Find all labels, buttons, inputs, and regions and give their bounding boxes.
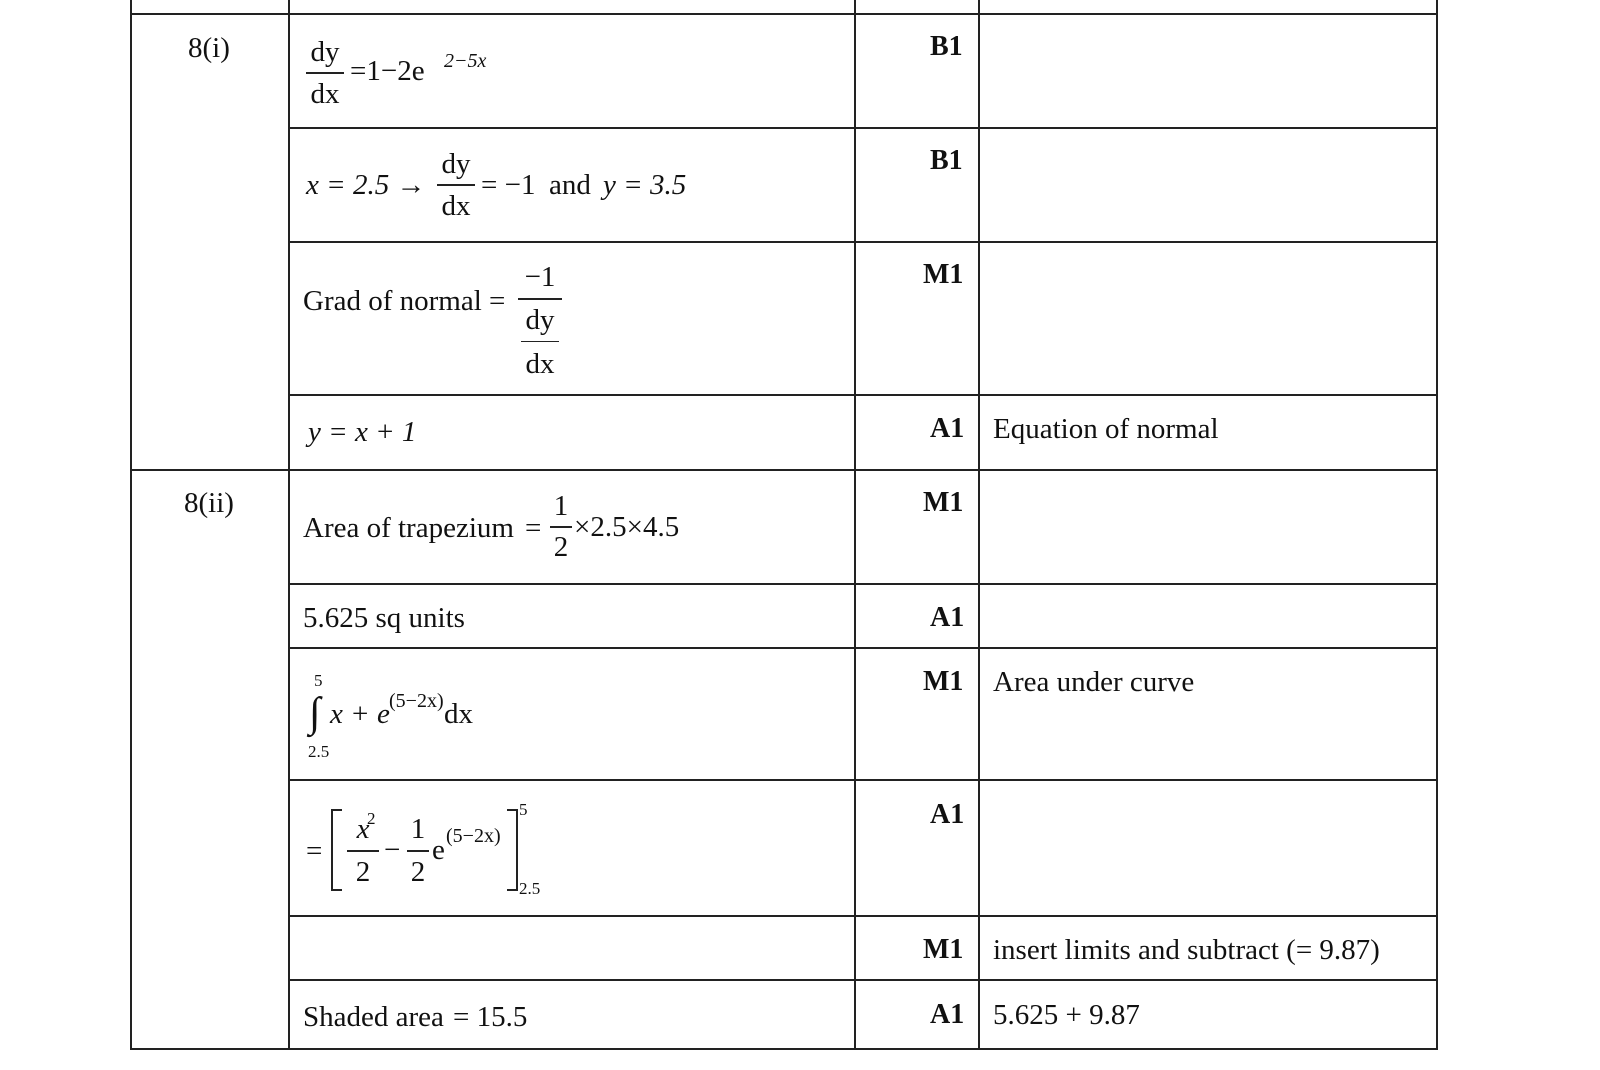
integral-sign: ∫ (309, 690, 321, 736)
mark-code: A1 (930, 413, 965, 444)
question-label: 8(i) (188, 32, 230, 64)
fraction-numerator: dy (441, 148, 471, 180)
mark-code: A1 (930, 799, 965, 830)
substitution-text: x = 2.5 → (306, 169, 426, 201)
gradient-value: = −1 (481, 169, 536, 201)
mark-code: A1 (930, 602, 965, 633)
equals-sign: = (525, 512, 542, 544)
gradient-normal-text: Grad of normal = (303, 285, 506, 317)
integral-lower-limit: 2.5 (308, 742, 330, 761)
minus-sign: − (384, 834, 401, 866)
integrand: x + e (330, 698, 390, 730)
derivative-fraction (306, 38, 344, 109)
fraction-denominator: 2 (553, 530, 569, 563)
mark-code: A1 (930, 999, 965, 1030)
mark-code: M1 (923, 259, 964, 290)
integral-upper-limit: 5 (314, 671, 323, 690)
mark-code: B1 (930, 145, 963, 176)
grid-line (288, 0, 290, 1050)
right-bracket (505, 808, 519, 892)
exponent: (5−2x) (446, 825, 501, 847)
guidance-note: Area under curve (993, 666, 1195, 698)
fraction-denominator: dy (525, 303, 555, 336)
grid-line (288, 241, 1438, 243)
trapezium-text: Area of trapezium (303, 512, 514, 544)
trapezium-product: ×2.5×4.5 (574, 511, 680, 543)
differential: dx (444, 698, 473, 730)
grid-line (288, 583, 1438, 585)
grid-line (288, 647, 1438, 649)
grid-line (288, 779, 1438, 781)
conjunction-text: and (549, 169, 591, 201)
fraction-denominator: dx (310, 77, 340, 110)
grid-line (288, 979, 1438, 981)
mark-code: M1 (923, 934, 964, 965)
y-value: y = 3.5 (603, 169, 687, 201)
fraction-numerator: dy (310, 36, 340, 68)
grid-line (288, 394, 1438, 396)
half-fraction (407, 815, 429, 887)
mark-code: M1 (923, 487, 964, 518)
grid-line (288, 127, 1438, 129)
evaluation-upper-limit: 5 (519, 800, 528, 819)
grid-line (978, 0, 980, 1050)
derivative-fraction (437, 150, 475, 221)
normal-gradient-fraction (518, 263, 562, 379)
fraction-denominator: dx (525, 348, 555, 380)
derivative-expression: =1−2e (350, 55, 425, 87)
exponent: 2 (367, 809, 376, 828)
grid-line (288, 915, 1438, 917)
grid-line (130, 13, 1438, 15)
grid-line (130, 1048, 1438, 1050)
question-label: 8(ii) (184, 487, 234, 519)
mark-code: M1 (923, 666, 964, 697)
evaluation-lower-limit: 2.5 (519, 879, 541, 898)
grid-line (130, 0, 132, 1050)
left-bracket (330, 808, 344, 892)
fraction-denominator: dx (441, 189, 471, 222)
guidance-note: Equation of normal (993, 413, 1219, 445)
guidance-note: insert limits and subtract (= 9.87) (993, 934, 1380, 966)
grid-line (130, 469, 1438, 471)
fraction-numerator: 1 (553, 490, 569, 522)
fraction-numerator: −1 (524, 261, 556, 293)
exponent: (5−2x) (389, 690, 444, 712)
fraction-denominator: 2 (410, 855, 426, 888)
half-fraction (550, 492, 572, 562)
grid-line (854, 0, 856, 1050)
guidance-note: 5.625 + 9.87 (993, 999, 1140, 1031)
equals-sign: = (306, 835, 323, 867)
fraction-denominator: 2 (355, 855, 371, 888)
fraction-numerator: 1 (410, 813, 426, 845)
mark-code: B1 (930, 31, 963, 62)
shaded-area-value: = 15.5 (453, 1001, 528, 1033)
normal-equation: y = x + 1 (308, 416, 417, 448)
grid-line (1436, 0, 1438, 1050)
shaded-area-text: Shaded area (303, 1001, 444, 1033)
exponent: 2−5x (444, 50, 487, 72)
exponential-base: e (432, 834, 445, 866)
fraction-numerator: x (356, 813, 370, 845)
trapezium-area: 5.625 sq units (303, 602, 465, 634)
